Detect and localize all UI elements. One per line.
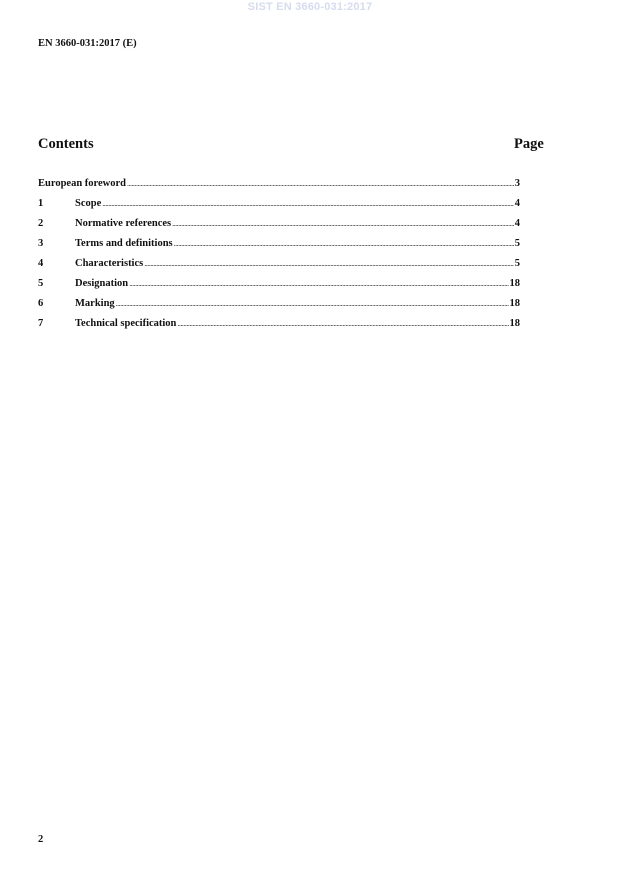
toc-entry-european-foreword[interactable] <box>38 174 520 194</box>
toc-entry-title: Marking <box>75 298 115 309</box>
page-number: 2 <box>38 834 44 845</box>
toc-entry-number: 7 <box>38 318 44 329</box>
toc-entry-terms-and-definitions[interactable] <box>38 234 520 254</box>
toc-entry-number: 4 <box>38 258 44 269</box>
toc-entry-number: 3 <box>38 238 44 249</box>
toc-dot-leader <box>116 294 509 314</box>
toc-entry-page: 4 <box>514 218 520 229</box>
toc-entry-page: 5 <box>514 238 520 249</box>
toc-entry-title: Characteristics <box>75 258 144 269</box>
toc-dot-leader <box>129 274 508 294</box>
toc-entry-number: 1 <box>38 198 44 209</box>
toc-dot-leader <box>102 194 514 214</box>
toc-entry-marking[interactable] <box>38 294 520 314</box>
toc-dot-leader <box>177 314 508 334</box>
toc-entry-normative-references[interactable] <box>38 214 520 234</box>
toc-entry-title: Scope <box>75 198 102 209</box>
toc-entry-technical-specification[interactable] <box>38 314 520 334</box>
toc-entry-title: Technical specification <box>75 318 177 329</box>
watermark: SIST EN 3660-031:2017 <box>247 1 373 13</box>
toc-entry-number: 2 <box>38 218 44 229</box>
toc-entry-page: 4 <box>514 198 520 209</box>
toc-entry-page: 18 <box>509 298 520 309</box>
toc-entry-scope[interactable] <box>38 194 520 214</box>
toc-dot-leader <box>127 174 514 194</box>
toc-entry-number: 6 <box>38 298 44 309</box>
toc-entry-page: 18 <box>509 278 520 289</box>
toc-dot-leader <box>174 234 514 254</box>
toc-entry-title: Normative references <box>75 218 172 229</box>
toc-entry-title: Terms and definitions <box>75 238 173 249</box>
toc-dot-leader <box>172 214 514 234</box>
contents-heading: Contents <box>38 136 94 152</box>
toc-entry-characteristics[interactable] <box>38 254 520 274</box>
toc-entry-page: 18 <box>509 318 520 329</box>
document-identifier: EN 3660-031:2017 (E) <box>38 38 137 49</box>
toc-entry-title: European foreword <box>38 178 126 189</box>
toc-entry-title: Designation <box>75 278 129 289</box>
table-of-contents <box>38 174 520 334</box>
toc-entry-designation[interactable] <box>38 274 520 294</box>
page-column-heading: Page <box>514 136 544 152</box>
toc-entry-page: 5 <box>514 258 520 269</box>
toc-dot-leader <box>144 254 514 274</box>
toc-entry-page: 3 <box>514 178 520 189</box>
toc-entry-number: 5 <box>38 278 44 289</box>
